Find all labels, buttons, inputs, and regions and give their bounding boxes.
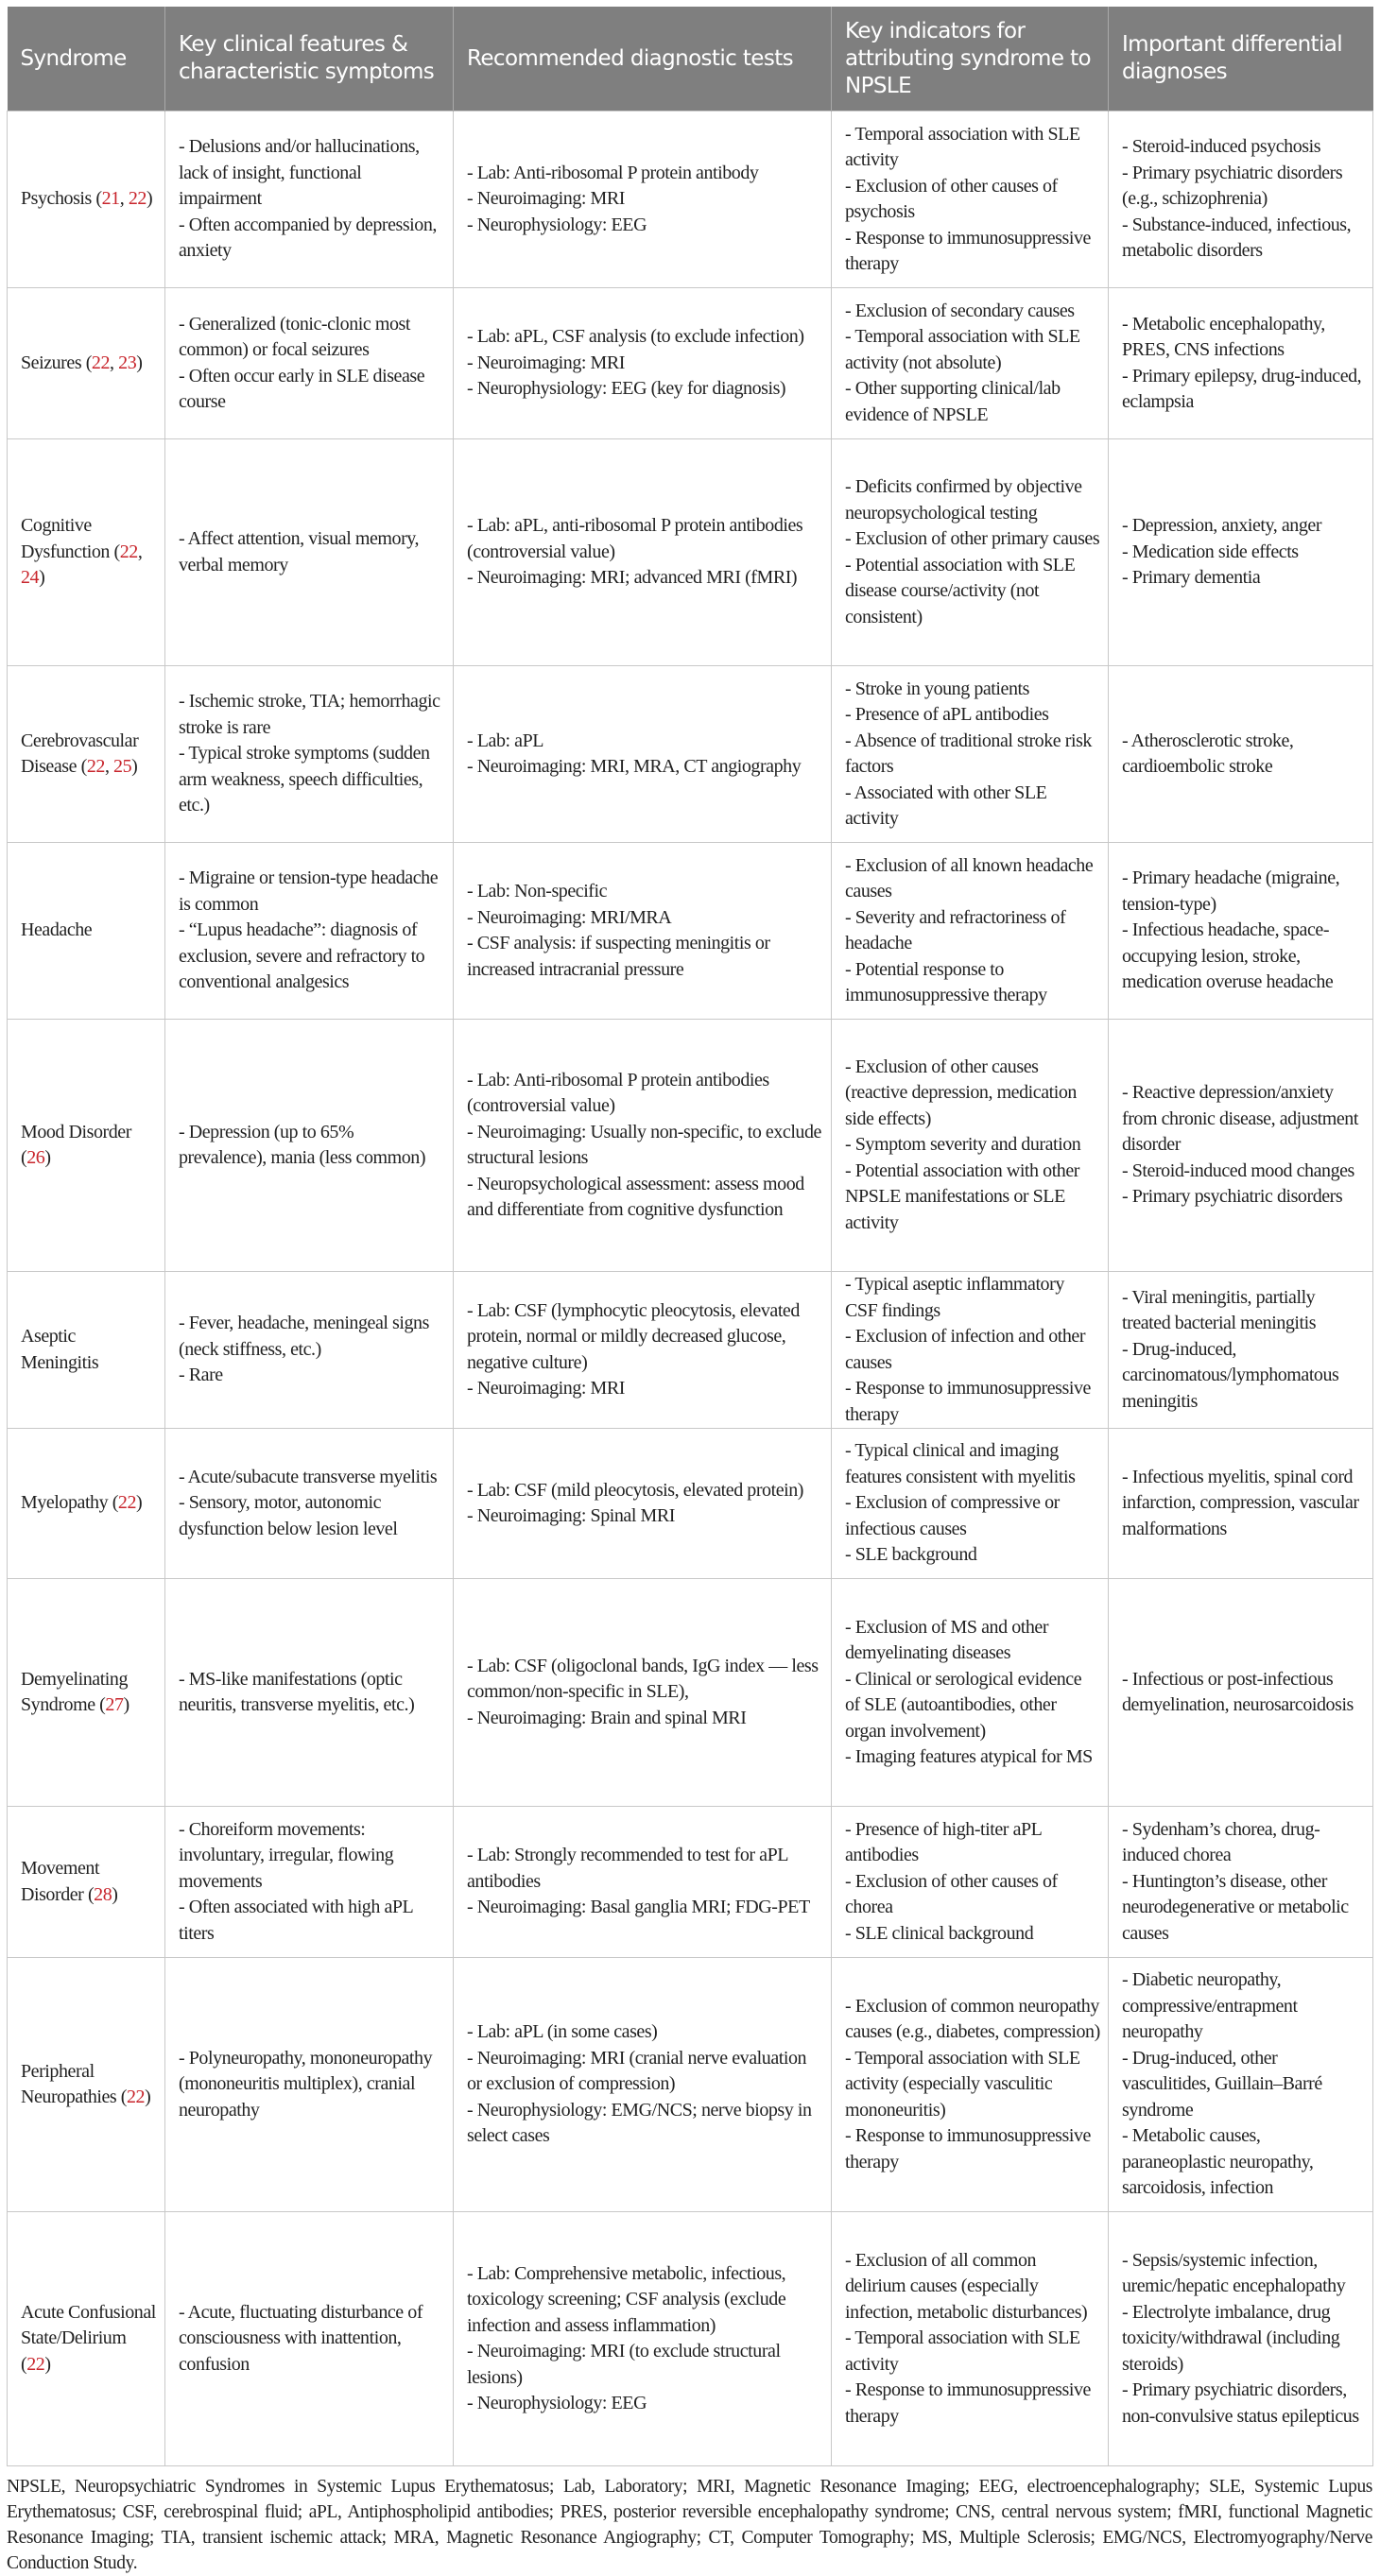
cell-line: - SLE clinical background <box>845 1922 1034 1944</box>
cell-line: - Viral meningitis, partially treated bacterial meningitis <box>1122 1286 1317 1334</box>
cell-line: - Lab: Non-specific <box>467 881 608 902</box>
cell-line: - Lab: CSF (oligoclonal bands, IgG index — less common/non-specific in SLE), <box>467 1655 819 1703</box>
cell-line: - Neuroimaging: Spinal MRI <box>467 1505 675 1526</box>
cell-line: - Infectious myelitis, spinal cord infarction, compression, vascular malformations <box>1122 1466 1359 1539</box>
syndrome-name: Cognitive Dysfunction <box>21 515 110 562</box>
npsle-indicators-cell <box>832 112 1109 288</box>
diagnostic-tests-cell <box>454 843 832 1020</box>
cell-line: - Exclusion of other causes (reactive depression, medication side effects) <box>845 1056 1077 1129</box>
diagnostic-tests-cell <box>454 1020 832 1272</box>
cell-line: - Ischemic stroke, TIA; hemorrhagic stroke is rare <box>179 691 440 738</box>
cell-line: - Atherosclerotic stroke, cardioembolic stroke <box>1122 730 1294 777</box>
syndrome-name: Mood Disorder <box>21 1121 131 1142</box>
table-row <box>8 112 1373 288</box>
syndrome-cell <box>8 843 165 1020</box>
cell-line: - MS-like manifestations (optic neuritis, transverse myelitis, etc.) <box>179 1668 415 1715</box>
cell-line: - Acute/subacute transverse myelitis <box>179 1466 438 1487</box>
cell-line: - Exclusion of MS and other demyelinating diseases <box>845 1616 1049 1663</box>
cell-line: - Neuroimaging: Brain and spinal MRI <box>467 1707 747 1728</box>
cell-line: - Typical stroke symptoms (sudden arm weakness, speech difficulties, etc.) <box>179 743 430 816</box>
cell-line: - Other supporting clinical/lab evidence of NPSLE <box>845 378 1061 425</box>
table-row <box>8 1958 1373 2212</box>
differential-diagnoses-cell <box>1109 666 1373 843</box>
cell-line: - Lab: Anti-ribosomal P protein antibodies (controversial value) <box>467 1069 769 1116</box>
cell-line: - Symptom severity and duration <box>845 1134 1081 1156</box>
cell-line: - Neuroimaging: MRI <box>467 1378 625 1399</box>
cell-line: - Lab: Strongly recommended to test for aPL antibodies <box>467 1845 788 1892</box>
cell-line: - Primary dementia <box>1122 567 1261 589</box>
cell-line: - Severity and refractoriness of headache <box>845 906 1066 953</box>
table-row <box>8 666 1373 843</box>
syndrome-cell: Cognitive Dysfunction (22, 24) <box>8 439 165 666</box>
cell-line: - Primary headache (migraine, tension-type) <box>1122 867 1340 915</box>
cell-line: - Exclusion of all known headache causes <box>845 854 1094 902</box>
cell-line: - Neuroimaging: MRI, MRA, CT angiography <box>467 756 802 777</box>
cell-line: - Depression, anxiety, anger <box>1122 515 1322 537</box>
differential-diagnoses-cell <box>1109 439 1373 666</box>
cell-line: - Neuroimaging: Usually non-specific, to exclude structural lesions <box>467 1121 821 1168</box>
reference-link[interactable]: 22 <box>127 2087 146 2107</box>
syndrome-cell: Peripheral Neuropathies (22) <box>8 1958 165 2212</box>
cell-line: - Drug-induced, carcinomatous/lymphomatous meningitis <box>1122 1338 1339 1412</box>
cell-line: - Steroid-induced psychosis <box>1122 136 1321 158</box>
cell-line: - CSF analysis: if suspecting meningitis or increased intracranial pressure <box>467 933 770 980</box>
diagnostic-tests-cell <box>454 1579 832 1807</box>
cell-line: - Response to immunosuppressive therapy <box>845 2125 1091 2172</box>
cell-line: - Primary psychiatric disorders (e.g., schizophrenia) <box>1122 162 1343 210</box>
cell-line: - Lab: aPL (in some cases) <box>467 2021 658 2043</box>
cell-line: - “Lupus headache”: diagnosis of exclusion, severe and refractory to conventional analgesics <box>179 919 425 993</box>
clinical-features-cell <box>165 112 454 288</box>
table-row <box>8 1272 1373 1429</box>
cell-line: - Neuroimaging: Basal ganglia MRI; FDG-PET <box>467 1897 810 1918</box>
npsle-indicators-cell <box>832 666 1109 843</box>
header-syndrome: Syndrome <box>8 7 165 112</box>
clinical-features-cell <box>165 843 454 1020</box>
table-row <box>8 1579 1373 1807</box>
cell-line: - Metabolic encephalopathy, PRES, CNS infections <box>1122 313 1325 360</box>
npsle-indicators-cell <box>832 1020 1109 1272</box>
cell-line: - Choreiform movements: involuntary, irregular, flowing movements <box>179 1818 394 1892</box>
cell-line: - Exclusion of infection and other causes <box>845 1326 1086 1373</box>
cell-line: - Exclusion of secondary causes <box>845 300 1075 321</box>
cell-line: - Exclusion of other causes of psychosis <box>845 175 1058 222</box>
cell-line: - Neuroimaging: MRI (cranial nerve evaluation or exclusion of compression) <box>467 2047 807 2095</box>
cell-line: - Lab: aPL, anti-ribosomal P protein antibodies (controversial value) <box>467 515 803 562</box>
differential-diagnoses-cell <box>1109 843 1373 1020</box>
cell-line: - Temporal association with SLE activity (especially vasculitic mononeuritis) <box>845 2047 1080 2121</box>
cell-line: - Lab: aPL <box>467 730 544 751</box>
cell-line: - Response to immunosuppressive therapy <box>845 2379 1091 2427</box>
syndrome-cell: Cerebrovascular Disease (22, 25) <box>8 666 165 843</box>
reference-link[interactable]: 26 <box>26 1147 45 1168</box>
reference-link[interactable]: 28 <box>94 1883 112 1905</box>
npsle-indicators-cell <box>832 1807 1109 1958</box>
cell-line: - Reactive depression/anxiety from chronic disease, adjustment disorder <box>1122 1082 1358 1156</box>
table-body <box>8 112 1373 2466</box>
npsle-syndromes-table <box>7 7 1373 2466</box>
reference-link[interactable]: 22 <box>86 756 105 777</box>
cell-line: - Neurophysiology: EEG (key for diagnosis) <box>467 378 786 400</box>
cell-line: - Steroid-induced mood changes <box>1122 1159 1354 1181</box>
cell-line: - Lab: Comprehensive metabolic, infectious, toxicology screening; CSF analysis (exclude infection and assess inflammation) <box>467 2262 786 2336</box>
syndrome-name: Aseptic Meningitis <box>21 1326 99 1373</box>
cell-line: - Potential response to immunosuppressive therapy <box>845 958 1047 1005</box>
cell-line: - Lab: CSF (mild pleocytosis, elevated protein) <box>467 1479 803 1501</box>
cell-line: - Lab: aPL, CSF analysis (to exclude infection) <box>467 326 804 348</box>
table-row <box>8 1020 1373 1272</box>
cell-line: - Often accompanied by depression, anxiety <box>179 214 437 262</box>
clinical-features-cell <box>165 1272 454 1429</box>
cell-line: - Presence of high-titer aPL antibodies <box>845 1818 1042 1866</box>
syndrome-cell: Movement Disorder (28) <box>8 1807 165 1958</box>
reference-link[interactable]: 24 <box>21 567 40 589</box>
cell-line: - Sepsis/systemic infection, uremic/hepatic encephalopathy <box>1122 2249 1346 2297</box>
cell-line: - Huntington’s disease, other neurodegenerative or metabolic causes <box>1122 1870 1349 1944</box>
header-clinical-features: Key clinical features & characteristic symptoms <box>165 7 454 112</box>
cell-line: - Exclusion of other causes of chorea <box>845 1870 1058 1918</box>
syndrome-name: Movement Disorder <box>21 1858 100 1905</box>
clinical-features-cell <box>165 1958 454 2212</box>
cell-line: - Diabetic neuropathy, compressive/entrapment neuropathy <box>1122 1969 1298 2043</box>
cell-line: - Primary psychiatric disorders, non-convulsive status epilepticus <box>1122 2379 1359 2427</box>
differential-diagnoses-cell <box>1109 1429 1373 1579</box>
syndrome-name: Acute Confusional State/Delirium <box>21 2301 156 2349</box>
cell-line: - Lab: Anti-ribosomal P protein antibody <box>467 162 759 183</box>
table-row <box>8 1807 1373 1958</box>
cell-line: - Generalized (tonic-clonic most common) or focal seizures <box>179 313 410 360</box>
cell-line: - Response to immunosuppressive therapy <box>845 1378 1091 1425</box>
cell-line: - Exclusion of compressive or infectious causes <box>845 1492 1060 1539</box>
reference-link[interactable]: 22 <box>26 2353 45 2375</box>
cell-line: - Neuroimaging: MRI <box>467 188 625 210</box>
reference-link[interactable]: 22 <box>117 1492 137 1514</box>
clinical-features-cell <box>165 1020 454 1272</box>
cell-line: - Response to immunosuppressive therapy <box>845 227 1091 274</box>
cell-line: - Sensory, motor, autonomic dysfunction below lesion level <box>179 1492 398 1539</box>
cell-line: - Polyneuropathy, mononeuropathy (mononeuritis multiplex), cranial neuropathy <box>179 2047 433 2121</box>
diagnostic-tests-cell <box>454 1807 832 1958</box>
syndrome-cell: Mood Disorder (26) <box>8 1020 165 1272</box>
cell-line: - Primary epilepsy, drug-induced, eclampsia <box>1122 365 1362 412</box>
diagnostic-tests-cell <box>454 1272 832 1429</box>
npsle-indicators-cell <box>832 439 1109 666</box>
reference-link[interactable]: 25 <box>113 756 132 777</box>
syndrome-name: Myelopathy <box>21 1492 109 1514</box>
cell-line: - Exclusion of all common delirium causes (especially infection, metabolic disturbances) <box>845 2249 1088 2323</box>
header-differential-diagnoses: Important differential diagnoses <box>1109 7 1373 112</box>
cell-line: - Medication side effects <box>1122 541 1299 562</box>
npsle-indicators-cell <box>832 843 1109 1020</box>
cell-line: - Neurophysiology: EMG/NCS; nerve biopsy in select cases <box>467 2099 812 2147</box>
syndrome-name: Seizures <box>21 352 82 373</box>
table-footnote: NPSLE, Neuropsychiatric Syndromes in Systemic Lupus Erythematosus; Lab, Laboratory; MRI, Magnetic Resonance Imaging; EEG, electroencephalography; SLE, Systemic Lupus Erythematosus; CSF, cerebrospinal fluid; aPL, Antiphospholipid antibodies; PRES, posterior reversible encephalopathy syndrome; CNS, central nervous system; fMRI, functional Magnetic Resonance Imaging; TIA, transient ischemic attack; MRA, Magnetic Resonance Angiography; CT, Computer Tomography; MS, Multiple Sclerosis; EMG/NCS, Electromyography/Nerve Conduction Study. <box>7 2477 1372 2573</box>
diagnostic-tests-cell <box>454 1429 832 1579</box>
cell-line: - Often occur early in SLE disease course <box>179 365 425 412</box>
cell-line: - Sydenham’s chorea, drug-induced chorea <box>1122 1818 1320 1866</box>
reference-link[interactable]: 22 <box>128 188 147 210</box>
cell-line: - Depression (up to 65% prevalence), mania (less common) <box>179 1121 426 1168</box>
cell-line: - Electrolyte imbalance, drug toxicity/withdrawal (including steroids) <box>1122 2301 1340 2375</box>
syndrome-name: Headache <box>21 919 93 941</box>
npsle-indicators-cell <box>832 2212 1109 2466</box>
cell-line: - Exclusion of other primary causes <box>845 528 1100 549</box>
clinical-features-cell <box>165 1429 454 1579</box>
table-row <box>8 2212 1373 2466</box>
cell-line: - Neuropsychological assessment: assess mood and differentiate from cognitive dysfunction <box>467 1173 804 1220</box>
cell-line: - Infectious or post-infectious demyelination, neurosarcoidosis <box>1122 1668 1354 1715</box>
clinical-features-cell <box>165 1579 454 1807</box>
npsle-indicators-cell <box>832 1429 1109 1579</box>
reference-link[interactable]: 27 <box>105 1694 124 1715</box>
cell-line: - Clinical or serological evidence of SLE (autoantibodies, other organ involvement) <box>845 1668 1082 1742</box>
cell-line: - Migraine or tension-type headache is common <box>179 867 439 915</box>
cell-line: - Deficits confirmed by objective neuropsychological testing <box>845 476 1082 524</box>
cell-line: - Temporal association with SLE activity <box>845 2327 1080 2375</box>
table-row <box>8 288 1373 439</box>
cell-line: - Potential association with SLE disease course/activity (not consistent) <box>845 554 1076 627</box>
npsle-indicators-cell <box>832 1579 1109 1807</box>
cell-line: - Fever, headache, meningeal signs (neck stiffness, etc.) <box>179 1313 429 1360</box>
npsle-indicators-cell <box>832 1958 1109 2212</box>
header-row <box>8 7 1373 112</box>
cell-line: - Metabolic causes, paraneoplastic neuropathy, sarcoidosis, infection <box>1122 2125 1314 2199</box>
diagnostic-tests-cell <box>454 1958 832 2212</box>
diagnostic-tests-cell <box>454 112 832 288</box>
table-row <box>8 439 1373 666</box>
cell-line: - Temporal association with SLE activity (not absolute) <box>845 326 1080 373</box>
reference-link[interactable]: 21 <box>101 188 120 210</box>
cell-line: - Presence of aPL antibodies <box>845 704 1049 725</box>
syndrome-cell: Myelopathy (22) <box>8 1429 165 1579</box>
differential-diagnoses-cell <box>1109 288 1373 439</box>
clinical-features-cell <box>165 288 454 439</box>
cell-line: - Substance-induced, infectious, metabolic disorders <box>1122 214 1352 262</box>
npsle-indicators-cell <box>832 288 1109 439</box>
differential-diagnoses-cell <box>1109 1579 1373 1807</box>
syndrome-cell: Acute Confusional State/Delirium (22) <box>8 2212 165 2466</box>
header-npsle-indicators: Key indicators for attributing syndrome to NPSLE <box>832 7 1109 112</box>
syndrome-name: Peripheral Neuropathies <box>21 2060 117 2107</box>
cell-line: - Neuroimaging: MRI; advanced MRI (fMRI) <box>467 567 798 589</box>
differential-diagnoses-cell <box>1109 1020 1373 1272</box>
table-row <box>8 1429 1373 1579</box>
syndrome-name: Psychosis <box>21 188 92 210</box>
cell-line: - Absence of traditional stroke risk factors <box>845 730 1092 777</box>
npsle-indicators-cell <box>832 1272 1109 1429</box>
reference-link[interactable]: 23 <box>118 352 137 373</box>
differential-diagnoses-cell <box>1109 1958 1373 2212</box>
cell-line: - Neuroimaging: MRI/MRA <box>467 906 672 928</box>
cell-line: - Temporal association with SLE activity <box>845 123 1080 170</box>
syndrome-name: Demyelinating Syndrome <box>21 1668 129 1715</box>
reference-link[interactable]: 22 <box>119 541 138 562</box>
cell-line: - Often associated with high aPL titers <box>179 1897 413 1944</box>
cell-line: - Potential association with other NPSLE manifestations or SLE activity <box>845 1159 1079 1233</box>
syndrome-name: Cerebrovascular Disease <box>21 730 139 777</box>
cell-line: - Acute, fluctuating disturbance of consciousness with inattention, confusion <box>179 2301 423 2375</box>
table-row <box>8 843 1373 1020</box>
cell-line: - Lab: CSF (lymphocytic pleocytosis, elevated protein, normal or mildly decreased glucose, negative culture) <box>467 1299 800 1373</box>
cell-line: - Typical clinical and imaging features consistent with myelitis <box>845 1440 1076 1487</box>
cell-line: - Primary psychiatric disorders <box>1122 1186 1343 1208</box>
diagnostic-tests-cell <box>454 288 832 439</box>
table-header <box>8 7 1373 112</box>
cell-line: - Associated with other SLE activity <box>845 781 1047 829</box>
differential-diagnoses-cell <box>1109 2212 1373 2466</box>
clinical-features-cell <box>165 1807 454 1958</box>
cell-line: - Neurophysiology: EEG <box>467 214 647 235</box>
clinical-features-cell <box>165 666 454 843</box>
differential-diagnoses-cell <box>1109 1807 1373 1958</box>
diagnostic-tests-cell <box>454 2212 832 2466</box>
clinical-features-cell <box>165 2212 454 2466</box>
reference-link[interactable]: 22 <box>91 352 111 373</box>
cell-line: - SLE background <box>845 1544 977 1566</box>
cell-line: - Infectious headache, space-occupying lesion, stroke, medication overuse headache <box>1122 919 1334 993</box>
cell-line: - Rare <box>179 1365 223 1386</box>
syndrome-cell <box>8 1272 165 1429</box>
clinical-features-cell <box>165 439 454 666</box>
syndrome-cell: Seizures (22, 23) <box>8 288 165 439</box>
syndrome-cell: Psychosis (21, 22) <box>8 112 165 288</box>
diagnostic-tests-cell <box>454 666 832 843</box>
cell-line: - Exclusion of common neuropathy causes (e.g., diabetes, compression) <box>845 1995 1100 2043</box>
cell-line: - Imaging features atypical for MS <box>845 1746 1093 1767</box>
cell-line: - Neurophysiology: EEG <box>467 2393 647 2413</box>
cell-line: - Neuroimaging: MRI (to exclude structural lesions) <box>467 2341 781 2388</box>
cell-line: - Typical aseptic inflammatory CSF findings <box>845 1274 1064 1321</box>
cell-line: - Stroke in young patients <box>845 678 1029 699</box>
diagnostic-tests-cell <box>454 439 832 666</box>
differential-diagnoses-cell <box>1109 112 1373 288</box>
cell-line: - Delusions and/or hallucinations, lack of insight, functional impairment <box>179 136 420 210</box>
cell-line: - Drug-induced, other vasculitides, Guillain–Barré syndrome <box>1122 2047 1322 2121</box>
cell-line: - Affect attention, visual memory, verbal memory <box>179 528 420 575</box>
differential-diagnoses-cell <box>1109 1272 1373 1429</box>
header-diagnostic-tests: Recommended diagnostic tests <box>454 7 832 112</box>
syndrome-cell: Demyelinating Syndrome (27) <box>8 1579 165 1807</box>
cell-line: - Neuroimaging: MRI <box>467 352 625 373</box>
